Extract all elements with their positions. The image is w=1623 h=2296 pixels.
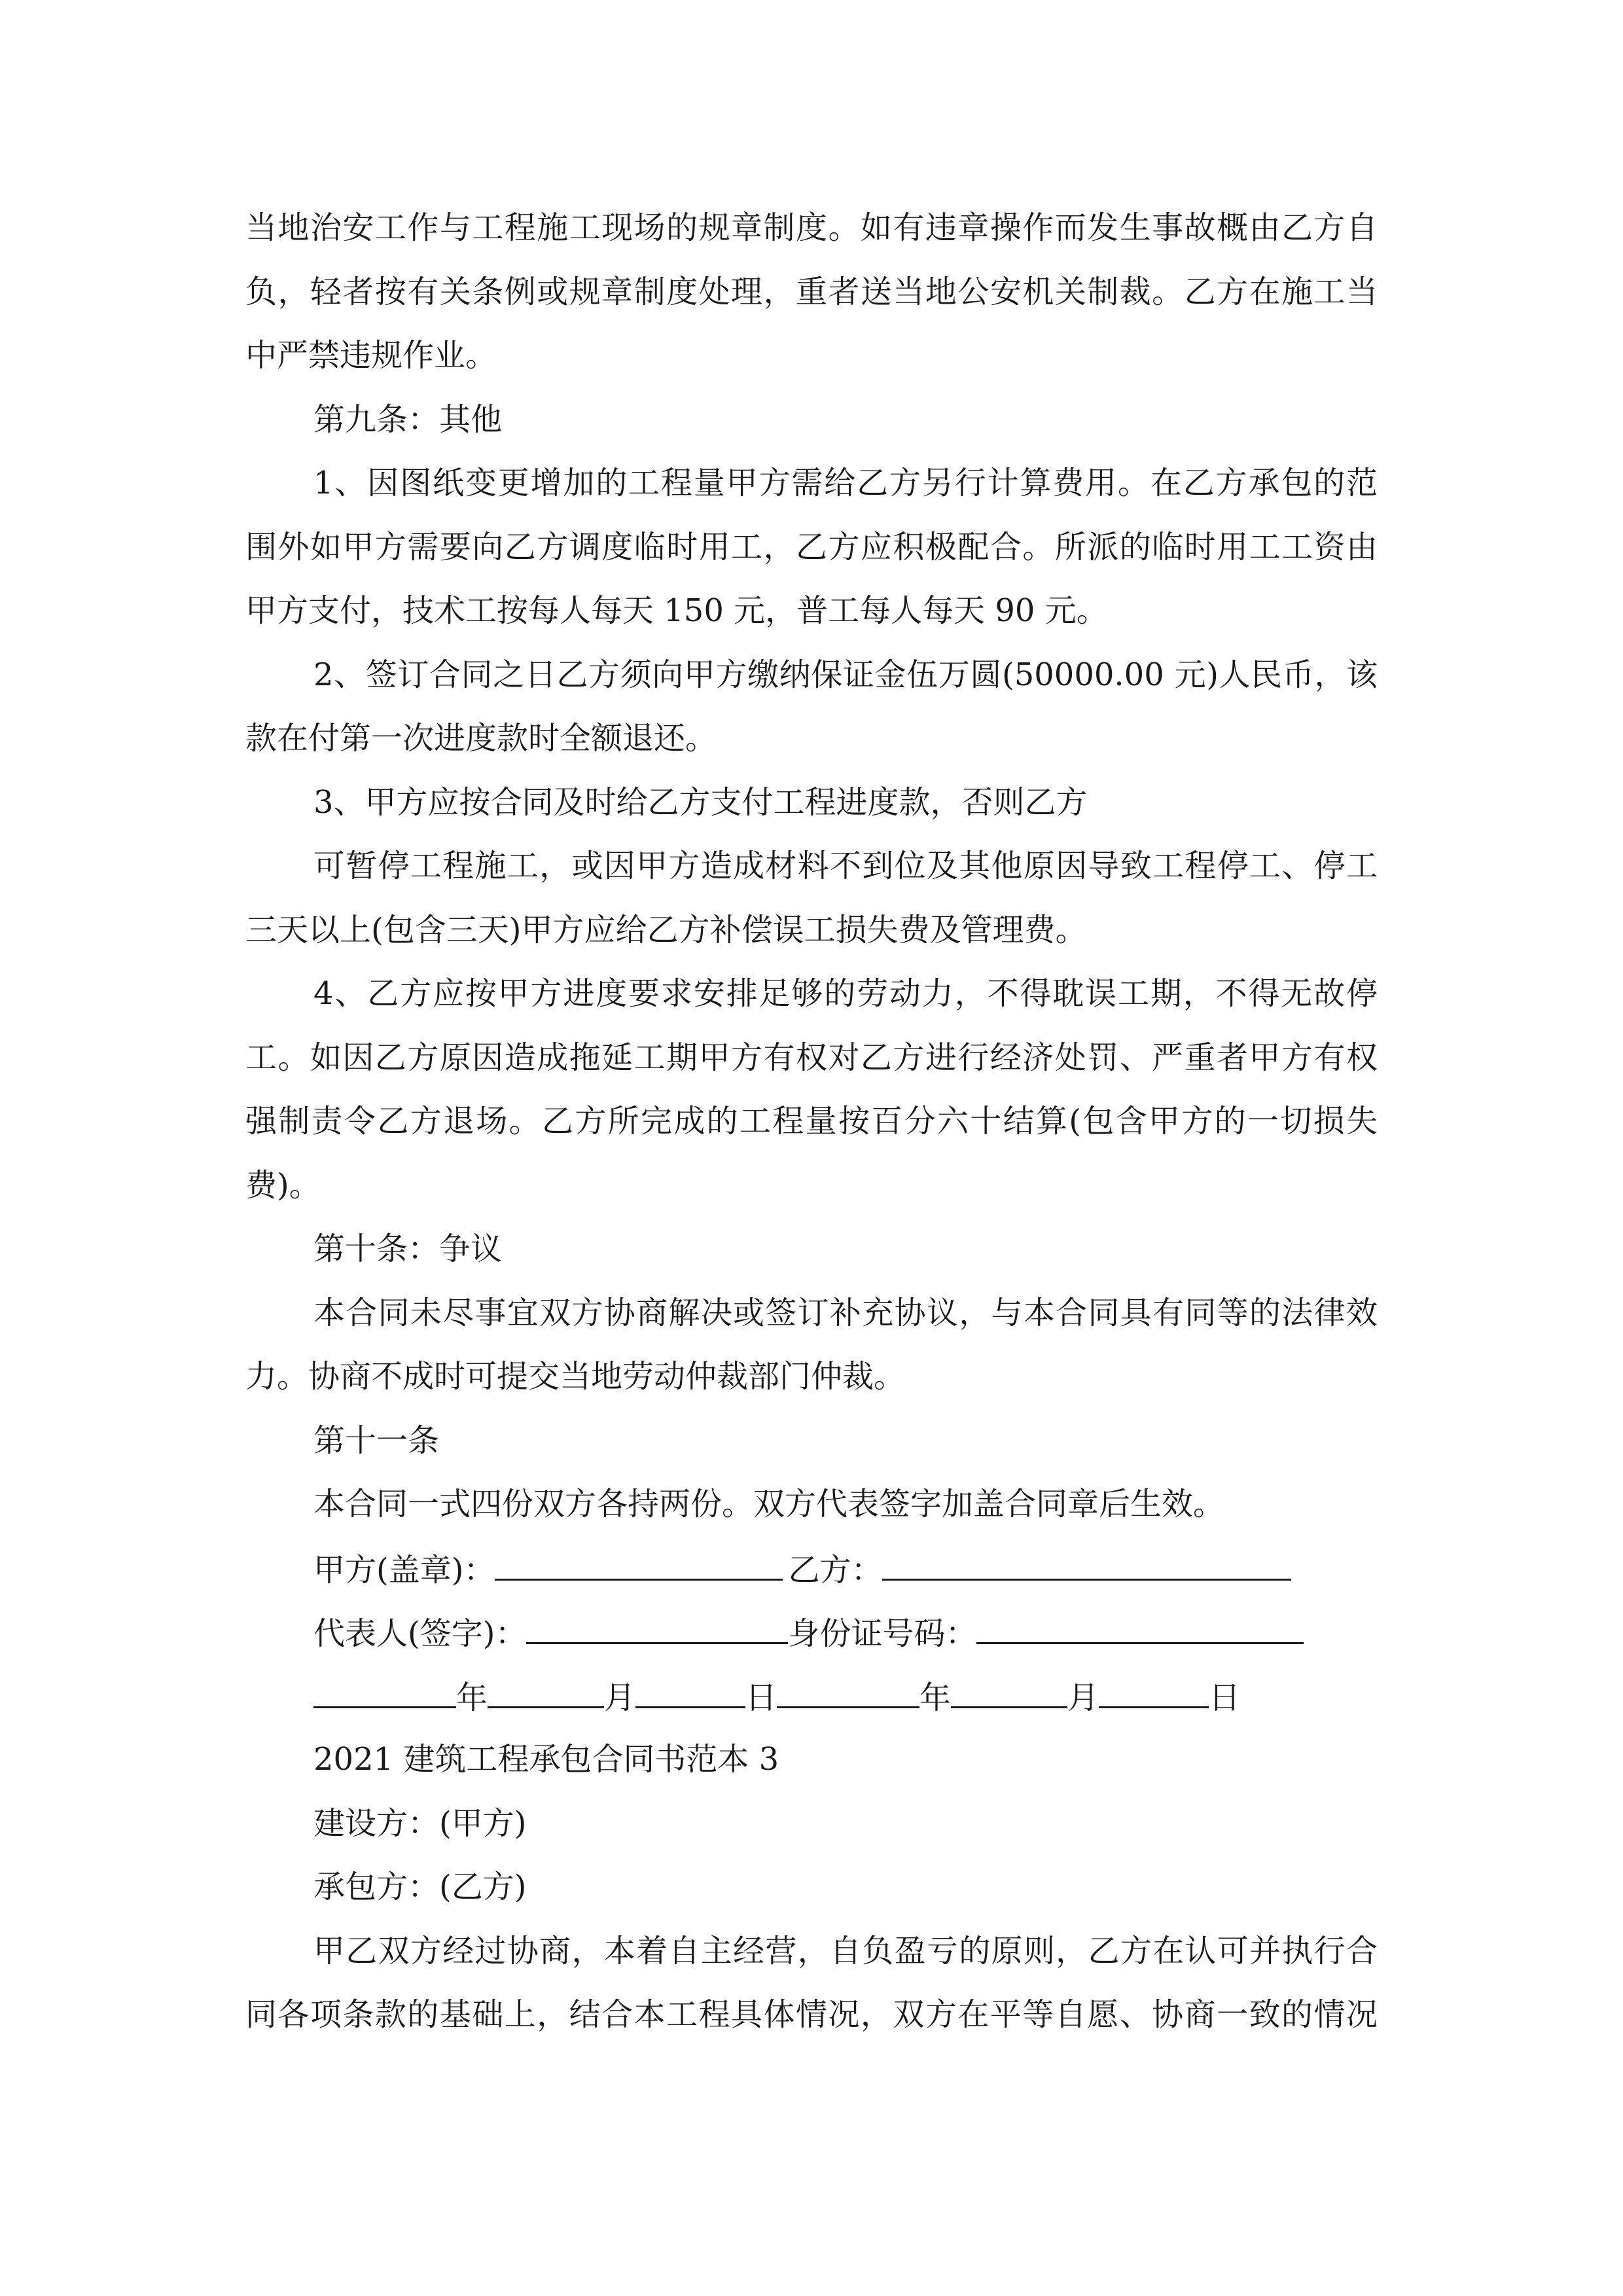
date-b-year-blank — [777, 1664, 919, 1708]
contract-text-after — [245, 1728, 1378, 2047]
signature-row-representative — [245, 1600, 1378, 1664]
text-line: 围外如甲方需要向乙方调度临时用工，乙方应积极配合。所派的临时用工工资由 — [245, 528, 1378, 565]
party-a-blank — [495, 1537, 783, 1581]
text-line: 甲方支付，技术工按每人每天 150 元，普工每人每天 90 元。 — [245, 592, 1108, 629]
date-a-year-blank — [313, 1664, 456, 1708]
text-line: 1、因图纸变更增加的工程量甲方需给乙方另行计算费用。在乙方承包的范 — [313, 465, 1378, 501]
document-body — [245, 196, 1378, 2047]
date-b-year-label: 年 — [919, 1679, 952, 1716]
date-b-month-blank — [951, 1664, 1067, 1708]
party-b-blank — [882, 1537, 1291, 1581]
date-a-day-label: 日 — [745, 1679, 777, 1716]
text-line: 3、甲方应按合同及时给乙方支付工程进度款，否则乙方 — [313, 783, 1088, 821]
party-a-label: 甲方(盖章)： — [313, 1551, 495, 1588]
text-line: 同各项条款的基础上，结合本工程具体情况，双方在平等自愿、协商一致的情况 — [245, 1996, 1378, 2033]
contract-text-before — [245, 196, 1378, 1537]
date-b-day-blank — [1099, 1664, 1209, 1708]
text-line: 本合同一式四份双方各持两份。双方代表签字加盖合同章后生效。 — [313, 1486, 1225, 1522]
text-line: 负，轻者按有关条例或规章制度处理，重者送当地公安机关制裁。乙方在施工当 — [245, 273, 1378, 310]
text-line: 4、乙方应按甲方进度要求安排足够的劳动力，不得耽误工期，不得无故停 — [313, 975, 1378, 1012]
text-line: 三天以上(包含三天)甲方应给乙方补偿误工损失费及管理费。 — [245, 911, 1087, 948]
text-line: 第十一条 — [313, 1422, 440, 1459]
text-line: 费)。 — [245, 1166, 321, 1204]
date-b-day-label: 日 — [1209, 1679, 1241, 1716]
text-line: 可暂停工程施工，或因甲方造成材料不到位及其他原因导致工程停工、停工 — [313, 848, 1378, 884]
text-line: 款在付第一次进度款时全额退还。 — [245, 720, 717, 757]
id-number-blank — [976, 1600, 1304, 1644]
date-a-month-label: 月 — [604, 1679, 636, 1716]
text-line: 第九条：其他 — [313, 401, 503, 438]
date-a-month-blank — [488, 1664, 604, 1708]
date-a-year-label: 年 — [456, 1679, 488, 1716]
text-line: 建设方：(甲方) — [313, 1804, 527, 1842]
text-line: 当地治安工作与工程施工现场的规章制度。如有违章操作而发生事故概由乙方自 — [245, 209, 1378, 246]
representative-label: 代表人(签字)： — [313, 1615, 527, 1652]
text-line: 本合同未尽事宜双方协商解决或签订补充协议，与本合同具有同等的法律效 — [313, 1294, 1378, 1331]
date-b-month-label: 月 — [1067, 1679, 1099, 1716]
text-line: 承包方：(乙方) — [313, 1869, 527, 1905]
text-line: 甲乙双方经过协商，本着自主经营，自负盈亏的原则，乙方在认可并执行合 — [313, 1932, 1378, 1969]
text-line: 工。如因乙方原因造成拖延工期甲方有权对乙方进行经济处罚、严重者甲方有权 — [245, 1039, 1378, 1076]
text-line: 第十条：争议 — [313, 1230, 503, 1267]
text-line: 力。协商不成时可提交当地劳动仲裁部门仲裁。 — [245, 1358, 906, 1395]
signature-row-parties — [245, 1537, 1378, 1601]
signature-row-date — [245, 1664, 1378, 1729]
text-line: 2021 建筑工程承包合同书范本 3 — [313, 1741, 779, 1778]
party-b-label: 乙方： — [788, 1551, 883, 1588]
date-a-day-blank — [635, 1664, 745, 1708]
text-line: 中严禁违规作业。 — [245, 337, 497, 374]
text-line: 强制责令乙方退场。乙方所完成的工程量按百分六十结算(包含甲方的一切损失 — [245, 1103, 1378, 1139]
id-number-label: 身份证号码： — [788, 1615, 977, 1652]
signature-block — [245, 1537, 1378, 1729]
representative-blank — [526, 1600, 788, 1644]
text-line: 2、签订合同之日乙方须向甲方缴纳保证金伍万圆(50000.00 元)人民币，该 — [313, 656, 1378, 693]
